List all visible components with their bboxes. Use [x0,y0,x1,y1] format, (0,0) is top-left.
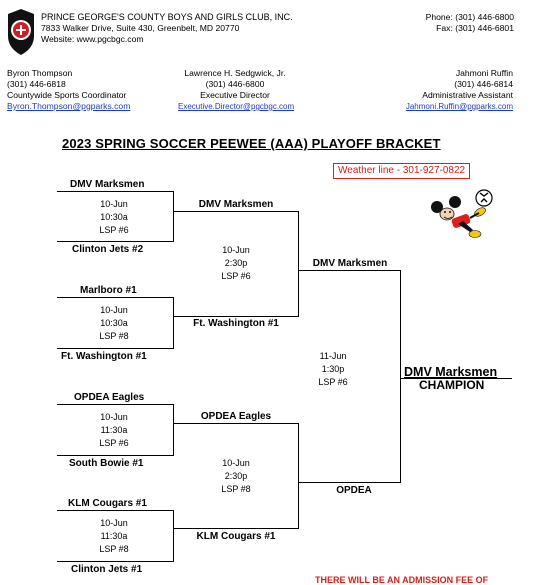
team-label: KLM Cougars #1 [68,498,147,509]
match-date: 10-Jun [100,518,128,528]
contact-phone: (301) 446-6800 [205,79,265,89]
match-field: LSP #8 [221,484,251,494]
champion-name: DMV Marksmen [404,365,498,379]
match-field: LSP #6 [221,271,251,281]
match-date: 10-Jun [100,305,128,315]
match-info [99,517,128,556]
match-field: LSP #6 [99,225,129,235]
match-info [99,411,128,450]
team-label: DMV Marksmen [70,179,145,190]
contact-email-link[interactable]: Byron.Thompson@pgparks.com [7,101,131,111]
team-label: Clinton Jets #2 [72,244,144,255]
contact-phone: (301) 446-6818 [7,79,66,89]
logo [6,8,36,56]
contact-name: Jahmoni Ruffin [455,68,513,78]
bracket-line [174,316,299,317]
match-date: 11-Jun [319,351,347,361]
bracket-line [174,211,299,212]
match-info [99,304,128,343]
match-time: 10:30a [100,212,128,222]
match-field: LSP #8 [99,544,129,554]
bracket-line [57,510,174,511]
match-info [221,457,250,496]
bracket-line [173,191,174,242]
bracket-line [57,191,174,192]
bracket-line [299,482,401,483]
bracket-line [400,270,401,483]
match-field: LSP #6 [318,377,348,387]
match-time: 11:30a [100,425,128,435]
team-label: Clinton Jets #1 [71,564,143,575]
team-label: Ft. Washington #1 [193,318,279,329]
match-info [221,244,250,283]
org-address: 7833 Walker Drive, Suite 430, Greenbelt, MD 20770 [41,23,240,33]
contact-title: Executive Director [200,90,270,100]
champion-label: CHAMPION [419,378,485,392]
admission-fee-note: THERE WILL BE AN ADMISSION FEE OF [315,575,489,585]
team-label: Marlboro #1 [80,285,137,296]
team-label: OPDEA Eagles [200,411,272,422]
match-info [318,350,347,389]
mouse-soccer-mascot-image [425,188,497,244]
match-time: 11:30a [100,531,128,541]
match-date: 10-Jun [222,245,250,255]
team-label: KLM Cougars #1 [196,531,276,542]
team-label: OPDEA [336,485,372,496]
match-time: 2:30p [224,258,248,268]
org-phone: Phone: (301) 446-6800 [425,12,514,22]
bracket-line [298,423,299,529]
bracket-line [298,211,299,317]
team-label: South Bowie #1 [69,458,144,469]
match-time: 2:30p [224,471,248,481]
org-fax: Fax: (301) 446-6801 [436,23,514,33]
contact-center [178,68,295,112]
match-time: 10:30a [100,318,128,328]
match-date: 10-Jun [222,458,250,468]
bracket-line [174,423,299,424]
match-field: LSP #8 [99,331,129,341]
bracket-line [173,510,174,562]
match-date: 10-Jun [100,199,128,209]
bracket-line [173,297,174,349]
contact-title: Administrative Assistant [422,90,513,100]
match-field: LSP #6 [99,438,129,448]
team-label: OPDEA Eagles [74,392,145,403]
contact-email-link[interactable]: Executive.Director@pgcbgc.com [178,102,295,111]
contact-title: Countywide Sports Coordinator [7,90,127,100]
bracket-line [57,297,174,298]
contact-left [7,68,130,112]
contact-right [406,68,513,112]
team-label: Ft. Washington #1 [61,351,147,362]
contact-phone: (301) 446-6814 [454,79,513,89]
page-title: 2023 SPRING SOCCER PEEWEE (AAA) PLAYOFF BRACKET [62,136,441,151]
bracket-line [57,455,174,456]
weather-line-box: Weather line - 301-927-0822 [333,163,470,179]
bracket-line [173,404,174,456]
bracket-line [57,348,174,349]
bracket-line [174,528,299,529]
bracket-line [57,241,174,242]
contact-email-link[interactable]: Jahmoni.Ruffin@pgparks.com [405,102,513,111]
match-date: 10-Jun [100,412,128,422]
team-label: DMV Marksmen [312,258,388,269]
bracket-line [57,404,174,405]
contact-name: Lawrence H. Sedgwick, Jr. [184,68,286,78]
match-time: 1:30p [321,364,345,374]
org-name: PRINCE GEORGE'S COUNTY BOYS AND GIRLS CLUB, INC. [41,12,293,22]
org-website[interactable]: Website: www.pgcbgc.com [41,34,144,44]
team-label: DMV Marksmen [198,199,274,210]
bracket-line [299,270,401,271]
contact-name: Byron Thompson [7,68,73,78]
match-info [99,198,128,237]
bracket-line [57,561,174,562]
